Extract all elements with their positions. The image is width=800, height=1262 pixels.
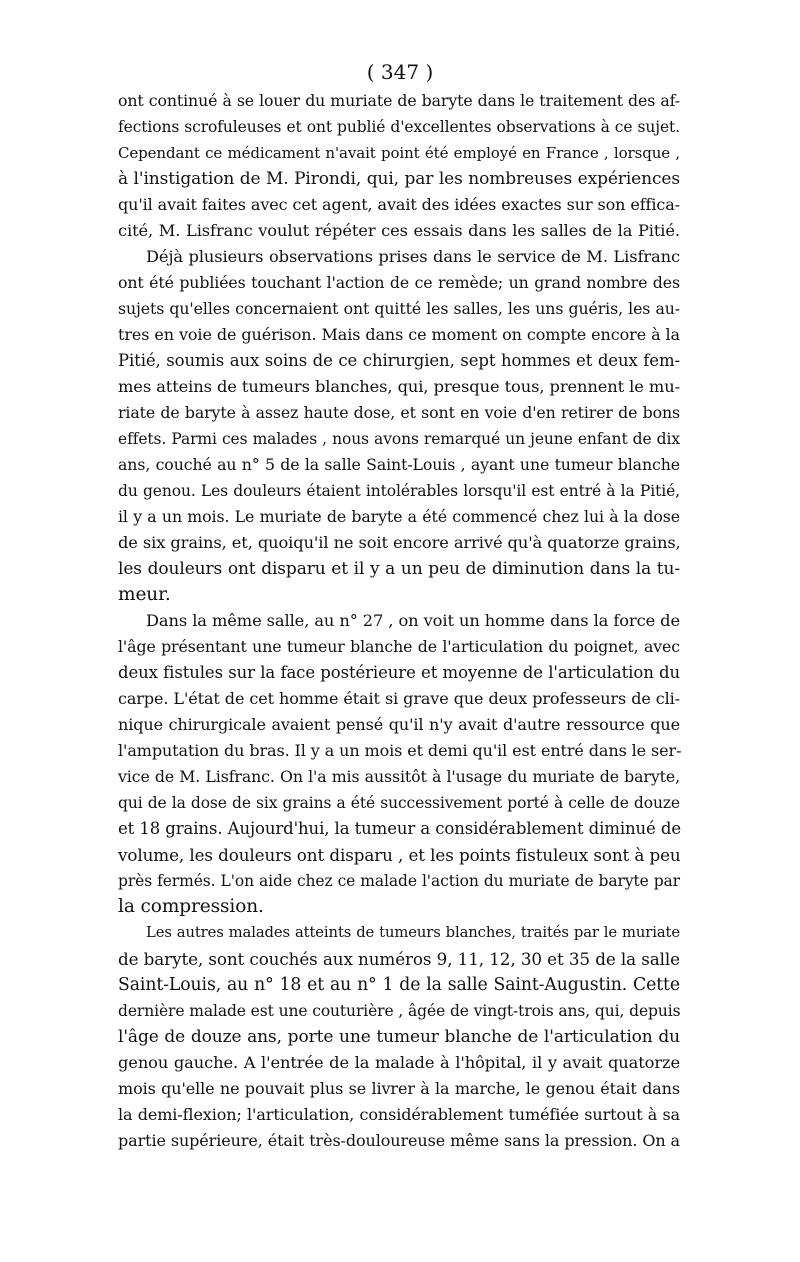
text-line: Les autres malades atteints de tumeurs blanches, traités par le muriate: [146, 924, 680, 941]
text-line: Saint-Louis, au n° 18 et au n° 1 de la salle Saint-Augustin. Cette: [118, 975, 680, 995]
text-line: les douleurs ont disparu et il y a un peu de diminution dans la tu-: [118, 559, 680, 579]
text-line: Cependant ce médicament n'avait point été employé en France , lorsque ,: [118, 144, 680, 162]
text-line: ont été publiées touchant l'action de ce remède; un grand nombre des: [118, 273, 680, 292]
text-line: il y a un mois. Le muriate de baryte a été commencé chez lui à la dose: [118, 507, 680, 526]
text-line: Déjà plusieurs observations prises dans le service de M. Lisfranc: [146, 247, 680, 266]
text-line: volume, les douleurs ont disparu , et les points fistuleux sont à peu: [118, 845, 681, 865]
text-line: qui de la dose de six grains a été successivement porté à celle de douze: [118, 794, 680, 812]
text-line: qu'il avait faites avec cet agent, avait des idées exactes sur son effica-: [118, 195, 680, 214]
text-line: genou gauche. A l'entrée de la malade à l'hôpital, il y avait quatorze: [118, 1053, 680, 1072]
text-line: l'amputation du bras. Il y a un mois et demi qu'il est entré dans le ser-: [118, 741, 682, 760]
text-line: nique chirurgicale avaient pensé qu'il n'y avait d'autre ressource que: [118, 715, 680, 734]
text-line: près fermés. L'on aide chez ce malade l'action du muriate de baryte par: [118, 872, 680, 890]
text-line: riate de baryte à assez haute dose, et sont en voie d'en retirer de bons: [118, 403, 680, 422]
text-line: cité, M. Lisfranc voulut répéter ces essais dans les salles de la Pitié.: [118, 221, 680, 240]
text-line: mois qu'elle ne pouvait plus se livrer à la marche, le genou était dans: [118, 1079, 680, 1098]
text-line: de baryte, sont couchés aux numéros 9, 11, 12, 30 et 35 de la salle: [118, 949, 680, 969]
text-line: tres en voie de guérison. Mais dans ce moment on compte encore à la: [118, 325, 680, 344]
text-line: partie supérieure, était très-douloureuse même sans la pression. On a: [118, 1131, 680, 1150]
text-line: la demi-flexion; l'articulation, considérablement tuméfiée surtout à sa: [118, 1105, 680, 1124]
text-line: effets. Parmi ces malades , nous avons remarqué un jeune enfant de dix: [118, 430, 680, 448]
text-line: de six grains, et, quoiqu'il ne soit encore arrivé qu'à quatorze grains,: [118, 533, 681, 552]
text-line: à l'instigation de M. Pirondi, qui, par les nombreuses expériences: [118, 169, 680, 189]
text-line: et 18 grains. Aujourd'hui, la tumeur a considérablement diminué de: [118, 819, 681, 838]
text-line: l'âge présentant une tumeur blanche de l'articulation du poignet, avec: [118, 637, 680, 656]
text-line: ont continué à se louer du muriate de baryte dans le traitement des af-: [118, 91, 680, 110]
text-line: meur.: [118, 584, 171, 605]
text-line: deux fistules sur la face postérieure et moyenne de l'articulation du: [118, 663, 680, 682]
text-line: fections scrofuleuses et ont publié d'excellentes observations à ce sujet.: [118, 118, 680, 136]
text-line: du genou. Les douleurs étaient intolérables lorsqu'il est entré à la Pitié,: [118, 482, 680, 500]
text-line: mes atteins de tumeurs blanches, qui, presque tous, prennent le mu-: [118, 377, 680, 396]
text-line: carpe. L'état de cet homme était si grave que deux professeurs de cli-: [118, 689, 680, 708]
text-line: sujets qu'elles concernaient ont quitté les salles, les uns guéris, les au-: [118, 299, 680, 318]
text-line: Pitié, soumis aux soins de ce chirurgien, sept hommes et deux fem-: [118, 351, 680, 370]
text-line: ans, couché au n° 5 de la salle Saint-Louis , ayant une tumeur blanche: [118, 455, 680, 474]
page-number: ( 347 ): [366, 60, 434, 84]
text-line: vice de M. Lisfranc. On l'a mis aussitôt à l'usage du muriate de baryte,: [118, 767, 680, 786]
text-line: Dans la même salle, au n° 27 , on voit un homme dans la force de: [146, 611, 680, 630]
text-line: dernière malade est une couturière , âgée de vingt-trois ans, qui, depuis: [118, 1002, 681, 1020]
text-line: l'âge de douze ans, porte une tumeur blanche de l'articulation du: [118, 1027, 680, 1047]
text-line: la compression.: [118, 896, 264, 917]
